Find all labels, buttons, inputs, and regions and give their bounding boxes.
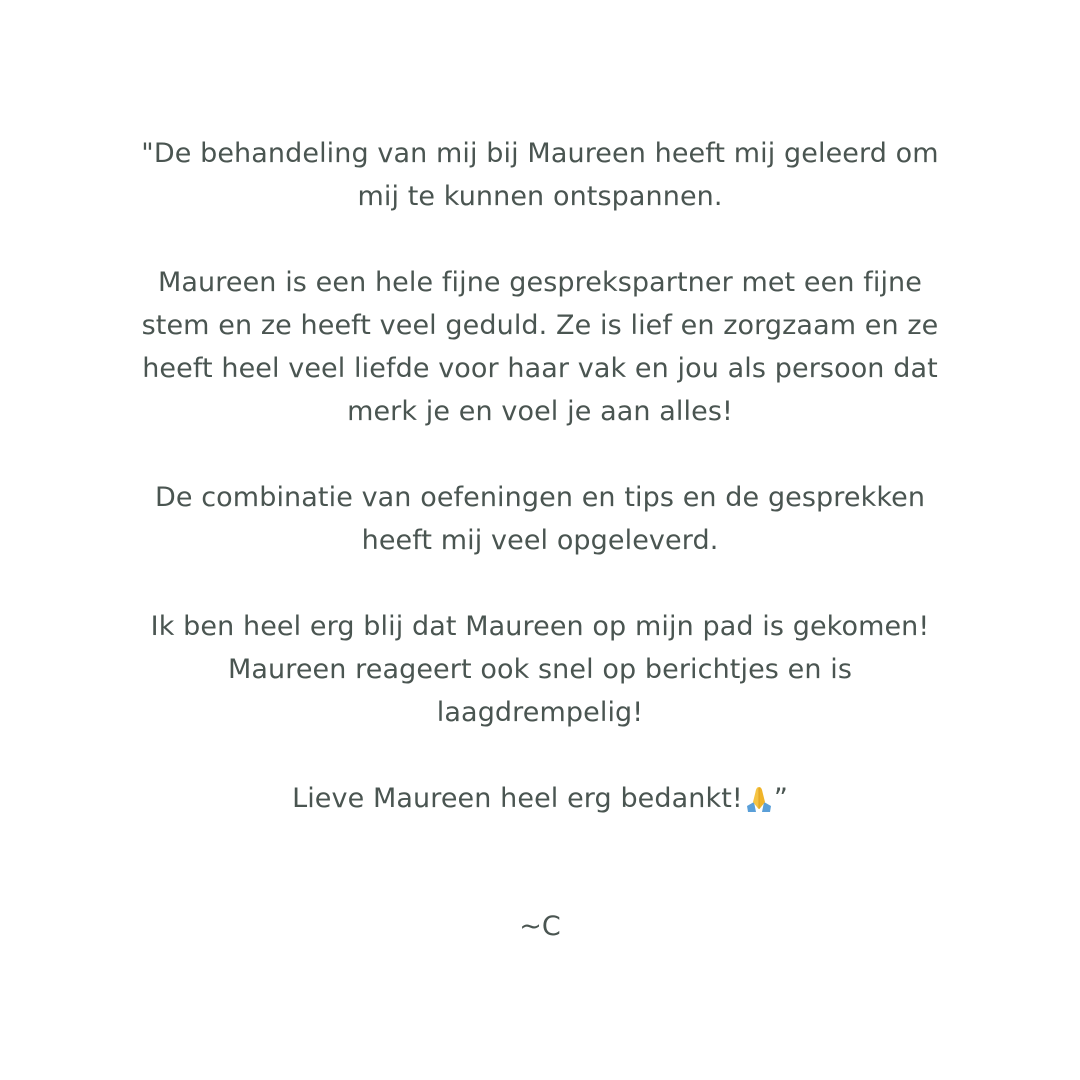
signature: ~C [519, 911, 561, 942]
quote-line: laagdrempelig! [436, 697, 644, 728]
paragraph-spacer [0, 734, 1080, 777]
paragraph-spacer [0, 562, 1080, 605]
quote-line: heeft heel veel liefde voor haar vak en jou als persoon dat [142, 353, 938, 384]
quote-line: stem en ze heeft veel geduld. Ze is lief en zorgzaam en ze [141, 310, 939, 341]
quote-line: "De behandeling van mij bij Maureen heeft mij geleerd om [141, 138, 939, 169]
paragraph-spacer [0, 218, 1080, 261]
quote-line: Ik ben heel erg blij dat Maureen op mijn pad is gekomen! [150, 611, 930, 642]
paragraph-spacer [0, 433, 1080, 476]
quote-line: De combinatie van oefeningen en tips en de gesprekken [154, 482, 926, 513]
quote-line: Maureen reageert ook snel op berichtjes en is [227, 654, 853, 685]
quote-line: Maureen is een hele fijne gesprekspartner met een fijne [158, 267, 922, 298]
testimonial-quote [0, 132, 1080, 820]
folded-hands-icon [744, 785, 774, 813]
quote-line: mij te kunnen ontspannen. [357, 181, 723, 212]
quote-line: heeft mij veel opgeleverd. [361, 525, 719, 556]
closing-quote: ” [773, 783, 788, 814]
closing-line [0, 777, 1080, 820]
quote-line: merk je en voel je aan alles! [347, 396, 733, 427]
closing-text: Lieve Maureen heel erg bedankt! [292, 783, 743, 814]
